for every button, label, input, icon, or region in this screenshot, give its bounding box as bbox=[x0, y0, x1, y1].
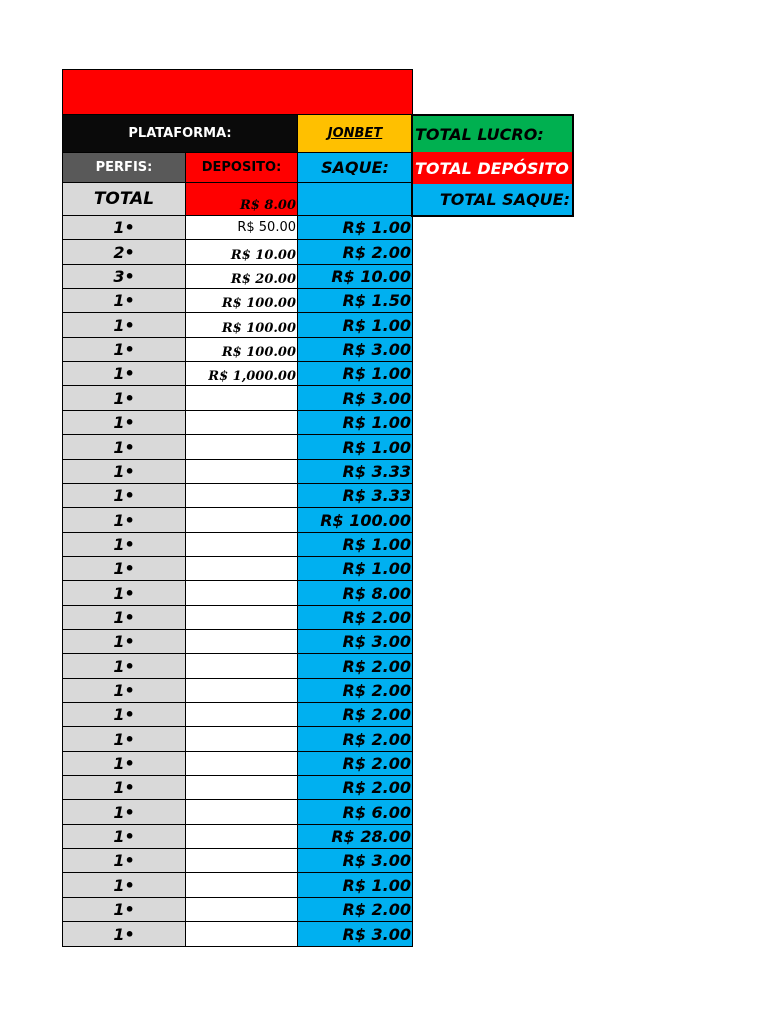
perfil-cell[interactable]: 1• bbox=[62, 507, 186, 533]
deposito-cell[interactable] bbox=[185, 483, 298, 508]
perfil-cell[interactable]: 1• bbox=[62, 288, 186, 313]
saque-cell[interactable]: R$ 3.00 bbox=[297, 337, 413, 362]
saque-cell[interactable]: R$ 1.00 bbox=[297, 215, 413, 240]
total-label: TOTAL bbox=[62, 182, 186, 216]
perfil-cell[interactable]: 1• bbox=[62, 824, 186, 849]
deposito-header: DEPOSITO: bbox=[185, 152, 298, 183]
saque-cell[interactable]: R$ 1.00 bbox=[297, 312, 413, 338]
deposito-cell[interactable] bbox=[185, 507, 298, 533]
perfil-cell[interactable]: 1• bbox=[62, 775, 186, 800]
deposito-cell[interactable] bbox=[185, 556, 298, 581]
deposito-cell[interactable]: R$ 1,000.00 bbox=[185, 361, 298, 386]
saque-cell[interactable]: R$ 1.50 bbox=[297, 288, 413, 313]
saque-header: SAQUE: bbox=[297, 152, 413, 183]
perfil-cell[interactable]: 1• bbox=[62, 921, 186, 947]
total-saque[interactable] bbox=[297, 182, 413, 216]
deposito-cell[interactable] bbox=[185, 385, 298, 411]
saque-cell[interactable]: R$ 8.00 bbox=[297, 580, 413, 606]
deposito-cell[interactable] bbox=[185, 751, 298, 776]
deposito-cell[interactable]: R$ 50.00 bbox=[185, 215, 298, 240]
saque-cell[interactable]: R$ 2.00 bbox=[297, 653, 413, 679]
deposito-cell[interactable]: R$ 100.00 bbox=[185, 312, 298, 338]
perfil-cell[interactable]: 1• bbox=[62, 848, 186, 873]
perfil-cell[interactable]: 1• bbox=[62, 678, 186, 703]
saque-cell[interactable]: R$ 3.00 bbox=[297, 848, 413, 873]
deposito-cell[interactable]: R$ 100.00 bbox=[185, 288, 298, 313]
perfil-cell[interactable]: 1• bbox=[62, 532, 186, 557]
deposito-cell[interactable] bbox=[185, 799, 298, 825]
saque-cell[interactable]: R$ 1.00 bbox=[297, 872, 413, 898]
saque-cell[interactable]: R$ 28.00 bbox=[297, 824, 413, 849]
saque-cell[interactable]: R$ 100.00 bbox=[297, 507, 413, 533]
perfil-cell[interactable]: 1• bbox=[62, 872, 186, 898]
saque-cell[interactable]: R$ 10.00 bbox=[297, 264, 413, 289]
deposito-cell[interactable] bbox=[185, 921, 298, 947]
perfil-cell[interactable]: 1• bbox=[62, 410, 186, 435]
deposito-cell[interactable] bbox=[185, 410, 298, 435]
deposito-cell[interactable] bbox=[185, 434, 298, 460]
perfil-cell[interactable]: 1• bbox=[62, 312, 186, 338]
deposito-cell[interactable]: R$ 10.00 bbox=[185, 239, 298, 265]
saque-cell[interactable]: R$ 2.00 bbox=[297, 775, 413, 800]
saque-cell[interactable]: R$ 3.00 bbox=[297, 629, 413, 654]
perfil-cell[interactable]: 1• bbox=[62, 556, 186, 581]
total-lucro-box bbox=[411, 114, 574, 154]
deposito-cell[interactable] bbox=[185, 459, 298, 484]
total-saque-label: TOTAL SAQUE: bbox=[439, 190, 570, 209]
perfil-cell[interactable]: 1• bbox=[62, 215, 186, 240]
deposito-cell[interactable] bbox=[185, 678, 298, 703]
saque-cell[interactable]: R$ 1.00 bbox=[297, 434, 413, 460]
perfil-cell[interactable]: 1• bbox=[62, 434, 186, 460]
deposito-cell[interactable] bbox=[185, 580, 298, 606]
perfil-cell[interactable]: 1• bbox=[62, 751, 186, 776]
deposito-cell[interactable] bbox=[185, 532, 298, 557]
saque-cell[interactable]: R$ 2.00 bbox=[297, 726, 413, 752]
perfil-cell[interactable]: 1• bbox=[62, 459, 186, 484]
perfil-cell[interactable]: 1• bbox=[62, 897, 186, 922]
deposito-cell[interactable] bbox=[185, 897, 298, 922]
deposito-cell[interactable] bbox=[185, 848, 298, 873]
saque-cell[interactable]: R$ 2.00 bbox=[297, 605, 413, 630]
perfil-cell[interactable]: 1• bbox=[62, 702, 186, 727]
perfil-cell[interactable]: 1• bbox=[62, 605, 186, 630]
saque-cell[interactable]: R$ 1.00 bbox=[297, 556, 413, 581]
perfil-cell[interactable]: 1• bbox=[62, 385, 186, 411]
perfil-cell[interactable]: 3• bbox=[62, 264, 186, 289]
saque-cell[interactable]: R$ 2.00 bbox=[297, 897, 413, 922]
saque-cell[interactable]: R$ 1.00 bbox=[297, 410, 413, 435]
total-saque-box bbox=[411, 184, 574, 217]
deposito-cell[interactable] bbox=[185, 653, 298, 679]
deposito-cell[interactable] bbox=[185, 775, 298, 800]
perfil-cell[interactable]: 2• bbox=[62, 239, 186, 265]
perfil-cell[interactable]: 1• bbox=[62, 653, 186, 679]
saque-cell[interactable]: R$ 3.00 bbox=[297, 921, 413, 947]
total-deposito-label: TOTAL DEPÓSITO bbox=[415, 158, 569, 178]
title-banner bbox=[62, 69, 413, 115]
total-deposito-box bbox=[411, 152, 574, 186]
perfil-cell[interactable]: 1• bbox=[62, 580, 186, 606]
deposito-cell[interactable] bbox=[185, 605, 298, 630]
saque-cell[interactable]: R$ 3.33 bbox=[297, 483, 413, 508]
total-deposito[interactable]: R$ 8.00 bbox=[185, 182, 298, 216]
saque-cell[interactable]: R$ 6.00 bbox=[297, 799, 413, 825]
deposito-cell[interactable] bbox=[185, 702, 298, 727]
perfil-cell[interactable]: 1• bbox=[62, 361, 186, 386]
saque-cell[interactable]: R$ 3.00 bbox=[297, 385, 413, 411]
perfil-cell[interactable]: 1• bbox=[62, 629, 186, 654]
deposito-cell[interactable] bbox=[185, 726, 298, 752]
deposito-cell[interactable]: R$ 100.00 bbox=[185, 337, 298, 362]
deposito-cell[interactable]: R$ 20.00 bbox=[185, 264, 298, 289]
deposito-cell[interactable] bbox=[185, 629, 298, 654]
perfis-header: PERFIS: bbox=[62, 152, 186, 183]
perfil-cell[interactable]: 1• bbox=[62, 483, 186, 508]
plataforma-value[interactable]: JONBET bbox=[297, 114, 413, 153]
deposito-cell[interactable] bbox=[185, 824, 298, 849]
deposito-cell[interactable] bbox=[185, 872, 298, 898]
plataforma-label: PLATAFORMA: bbox=[62, 114, 298, 153]
total-lucro-label: TOTAL LUCRO: bbox=[415, 124, 544, 144]
saque-cell[interactable]: R$ 2.00 bbox=[297, 751, 413, 776]
saque-cell[interactable]: R$ 3.33 bbox=[297, 459, 413, 484]
perfil-cell[interactable]: 1• bbox=[62, 726, 186, 752]
saque-cell[interactable]: R$ 2.00 bbox=[297, 239, 413, 265]
saque-cell[interactable]: R$ 2.00 bbox=[297, 702, 413, 727]
saque-cell[interactable]: R$ 2.00 bbox=[297, 678, 413, 703]
perfil-cell[interactable]: 1• bbox=[62, 799, 186, 825]
perfil-cell[interactable]: 1• bbox=[62, 337, 186, 362]
saque-cell[interactable]: R$ 1.00 bbox=[297, 361, 413, 386]
saque-cell[interactable]: R$ 1.00 bbox=[297, 532, 413, 557]
